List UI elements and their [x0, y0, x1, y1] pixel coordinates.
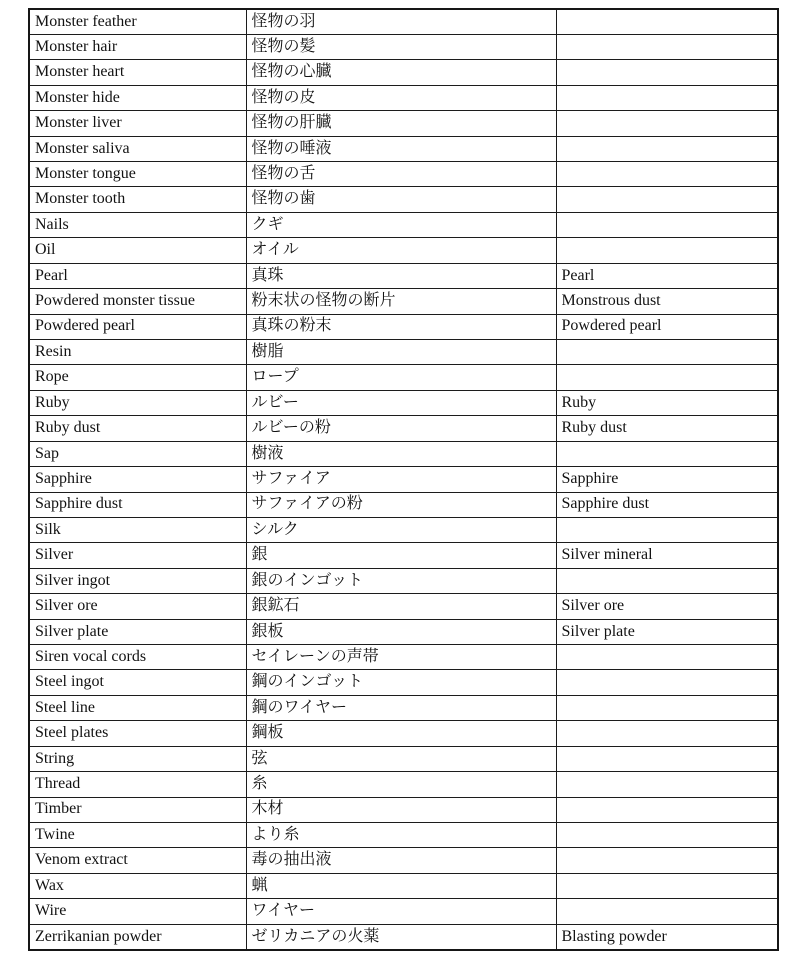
cell-japanese: サファイアの粉 — [246, 492, 556, 517]
cell-english: Venom extract — [29, 848, 246, 873]
table-row — [29, 136, 778, 161]
table-row — [29, 441, 778, 466]
cell-english: Monster heart — [29, 60, 246, 85]
cell-alt — [556, 60, 778, 85]
cell-english: Monster hide — [29, 85, 246, 110]
cell-alt — [556, 111, 778, 136]
translation-table-body — [29, 9, 778, 950]
table-row — [29, 873, 778, 898]
cell-english: Monster saliva — [29, 136, 246, 161]
table-row — [29, 924, 778, 950]
table-row — [29, 339, 778, 364]
cell-english: String — [29, 746, 246, 771]
cell-alt — [556, 848, 778, 873]
table-row — [29, 721, 778, 746]
table-row — [29, 111, 778, 136]
cell-japanese: 鋼のインゴット — [246, 670, 556, 695]
cell-japanese: セイレーンの声帯 — [246, 645, 556, 670]
cell-english: Sapphire — [29, 467, 246, 492]
cell-japanese: 弦 — [246, 746, 556, 771]
cell-japanese: 鋼板 — [246, 721, 556, 746]
cell-japanese: 銀 — [246, 543, 556, 568]
table-row — [29, 416, 778, 441]
cell-japanese: ルビー — [246, 390, 556, 415]
cell-english: Monster tongue — [29, 162, 246, 187]
table-row — [29, 212, 778, 237]
cell-japanese: ワイヤー — [246, 899, 556, 924]
cell-japanese: 毒の抽出液 — [246, 848, 556, 873]
cell-japanese: 木材 — [246, 797, 556, 822]
cell-english: Timber — [29, 797, 246, 822]
cell-alt — [556, 899, 778, 924]
cell-japanese: より糸 — [246, 823, 556, 848]
table-row — [29, 848, 778, 873]
cell-english: Pearl — [29, 263, 246, 288]
cell-alt: Powdered pearl — [556, 314, 778, 339]
table-row — [29, 619, 778, 644]
cell-english: Silver — [29, 543, 246, 568]
table-row — [29, 670, 778, 695]
cell-japanese: サファイア — [246, 467, 556, 492]
table-row — [29, 390, 778, 415]
cell-alt — [556, 721, 778, 746]
table-row — [29, 568, 778, 593]
cell-japanese: 銀板 — [246, 619, 556, 644]
cell-japanese: 怪物の肝臓 — [246, 111, 556, 136]
table-row — [29, 263, 778, 288]
cell-alt — [556, 517, 778, 542]
table-row — [29, 85, 778, 110]
cell-alt — [556, 645, 778, 670]
cell-japanese: ルビーの粉 — [246, 416, 556, 441]
cell-english: Steel line — [29, 695, 246, 720]
table-row — [29, 492, 778, 517]
cell-alt — [556, 568, 778, 593]
table-row — [29, 162, 778, 187]
cell-english: Sapphire dust — [29, 492, 246, 517]
cell-alt — [556, 162, 778, 187]
cell-japanese: 蝋 — [246, 873, 556, 898]
cell-alt: Silver mineral — [556, 543, 778, 568]
cell-english: Resin — [29, 339, 246, 364]
cell-japanese: 怪物の歯 — [246, 187, 556, 212]
cell-alt — [556, 365, 778, 390]
cell-japanese: 怪物の唾液 — [246, 136, 556, 161]
table-row — [29, 60, 778, 85]
cell-japanese: 鋼のワイヤー — [246, 695, 556, 720]
cell-japanese: 粉末状の怪物の断片 — [246, 289, 556, 314]
cell-japanese: 樹液 — [246, 441, 556, 466]
cell-japanese: シルク — [246, 517, 556, 542]
cell-japanese: 糸 — [246, 772, 556, 797]
table-row — [29, 543, 778, 568]
table-row — [29, 645, 778, 670]
cell-japanese: 怪物の舌 — [246, 162, 556, 187]
cell-alt: Blasting powder — [556, 924, 778, 950]
cell-alt — [556, 746, 778, 771]
table-row — [29, 695, 778, 720]
cell-english: Powdered pearl — [29, 314, 246, 339]
cell-alt: Silver plate — [556, 619, 778, 644]
table-row — [29, 594, 778, 619]
cell-alt: Ruby dust — [556, 416, 778, 441]
cell-alt — [556, 9, 778, 34]
cell-alt: Silver ore — [556, 594, 778, 619]
cell-alt: Monstrous dust — [556, 289, 778, 314]
cell-japanese: 真珠 — [246, 263, 556, 288]
cell-alt — [556, 136, 778, 161]
cell-english: Zerrikanian powder — [29, 924, 246, 950]
table-row — [29, 314, 778, 339]
cell-alt: Ruby — [556, 390, 778, 415]
cell-alt — [556, 695, 778, 720]
cell-alt — [556, 670, 778, 695]
cell-english: Wire — [29, 899, 246, 924]
cell-english: Steel ingot — [29, 670, 246, 695]
cell-japanese: 怪物の髪 — [246, 34, 556, 59]
cell-japanese: 怪物の羽 — [246, 9, 556, 34]
cell-alt — [556, 339, 778, 364]
cell-english: Wax — [29, 873, 246, 898]
cell-alt — [556, 212, 778, 237]
cell-english: Thread — [29, 772, 246, 797]
table-row — [29, 746, 778, 771]
cell-alt — [556, 441, 778, 466]
cell-english: Nails — [29, 212, 246, 237]
cell-english: Monster feather — [29, 9, 246, 34]
cell-japanese: 銀鉱石 — [246, 594, 556, 619]
cell-english: Sap — [29, 441, 246, 466]
cell-english: Rope — [29, 365, 246, 390]
cell-english: Monster liver — [29, 111, 246, 136]
cell-alt — [556, 772, 778, 797]
cell-alt — [556, 823, 778, 848]
cell-alt: Pearl — [556, 263, 778, 288]
cell-japanese: 樹脂 — [246, 339, 556, 364]
cell-english: Monster hair — [29, 34, 246, 59]
table-row — [29, 772, 778, 797]
cell-english: Steel plates — [29, 721, 246, 746]
cell-alt — [556, 85, 778, 110]
cell-japanese: 怪物の心臓 — [246, 60, 556, 85]
cell-english: Siren vocal cords — [29, 645, 246, 670]
cell-english: Silver plate — [29, 619, 246, 644]
table-row — [29, 517, 778, 542]
cell-alt: Sapphire — [556, 467, 778, 492]
table-row — [29, 823, 778, 848]
table-row — [29, 187, 778, 212]
cell-japanese: オイル — [246, 238, 556, 263]
cell-english: Silver ore — [29, 594, 246, 619]
cell-alt — [556, 187, 778, 212]
table-row — [29, 238, 778, 263]
table-row — [29, 467, 778, 492]
cell-english: Monster tooth — [29, 187, 246, 212]
translation-table — [28, 8, 779, 951]
cell-japanese: ゼリカニアの火薬 — [246, 924, 556, 950]
table-row — [29, 365, 778, 390]
cell-english: Powdered monster tissue — [29, 289, 246, 314]
cell-japanese: クギ — [246, 212, 556, 237]
cell-alt — [556, 238, 778, 263]
cell-english: Oil — [29, 238, 246, 263]
table-row — [29, 34, 778, 59]
table-row — [29, 899, 778, 924]
cell-english: Silver ingot — [29, 568, 246, 593]
cell-japanese: 銀のインゴット — [246, 568, 556, 593]
cell-alt — [556, 873, 778, 898]
cell-english: Ruby — [29, 390, 246, 415]
cell-japanese: ロープ — [246, 365, 556, 390]
cell-english: Silk — [29, 517, 246, 542]
cell-alt — [556, 797, 778, 822]
table-row — [29, 289, 778, 314]
cell-english: Twine — [29, 823, 246, 848]
table-row — [29, 9, 778, 34]
table-row — [29, 797, 778, 822]
cell-alt — [556, 34, 778, 59]
cell-japanese: 真珠の粉末 — [246, 314, 556, 339]
cell-japanese: 怪物の皮 — [246, 85, 556, 110]
cell-alt: Sapphire dust — [556, 492, 778, 517]
cell-english: Ruby dust — [29, 416, 246, 441]
